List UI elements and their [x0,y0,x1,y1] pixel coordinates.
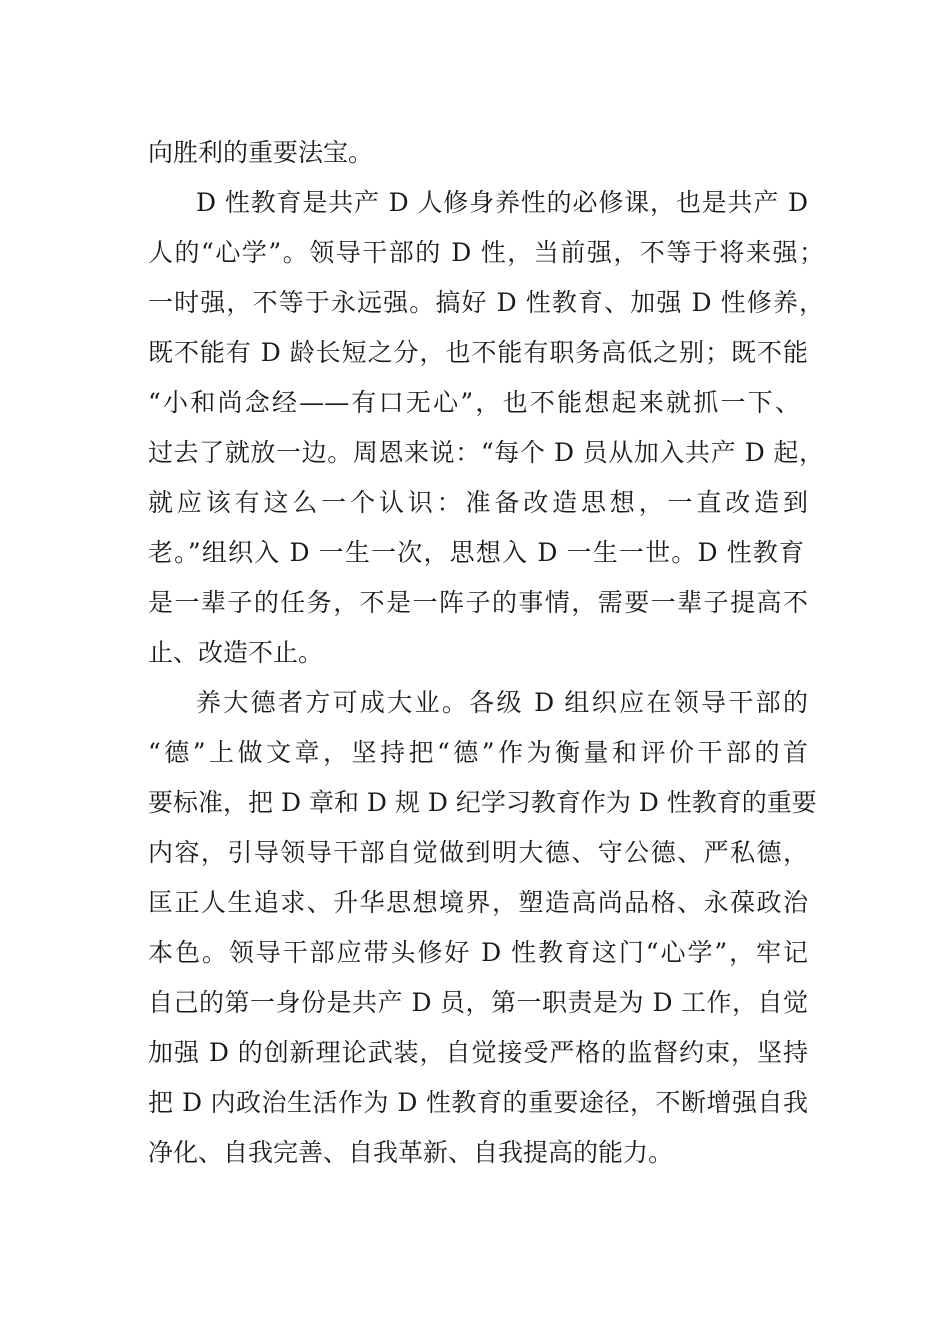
paragraph-first-line: D 性教育是共产 D 人修身养性的必修课，也是共产 D [196,188,808,217]
text-line: “德”上做文章，坚持把“德”作为衡量和评价干部的首 [148,738,808,767]
text-line: 要标准，把 D 章和 D 规 D 纪学习教育作为 D 性教育的重要 [148,788,817,817]
text-line: 老。”组织入 D 一生一次，思想入 D 一生一世。D 性教育 [148,538,804,567]
paragraph-last-line: 净化、自我完善、自我革新、自我提高的能力。 [148,1138,674,1167]
text-line: 把 D 内政治生活作为 D 性教育的重要途径，不断增强自我 [148,1088,808,1117]
text-line: 向胜利的重要法宝。 [148,138,374,167]
text-line: 过去了就放一边。周恩来说：“每个 D 员从加入共产 D 起， [148,438,824,467]
text-line: 本色。领导干部应带头修好 D 性教育这门“心学”，牢记 [148,938,808,967]
text-line: 一时强，不等于永远强。搞好 D 性教育、加强 D 性修养， [148,288,824,317]
text-line: 内容，引导领导干部自觉做到明大德、守公德、严私德， [148,838,808,867]
paragraph-first-line: 养大德者方可成大业。各级 D 组织应在领导干部的 [196,688,808,717]
text-line: 人的“心学”。领导干部的 D 性，当前强，不等于将来强； [148,238,824,267]
text-line: 是一辈子的任务，不是一阵子的事情，需要一辈子提高不 [148,588,808,617]
text-line: 自己的第一身份是共产 D 员，第一职责是为 D 工作，自觉 [148,988,808,1017]
text-line: 加强 D 的创新理论武装，自觉接受严格的监督约束，坚持 [148,1038,808,1067]
text-line: “小和尚念经——有口无心”，也不能想起来就抓一下、 [148,388,800,417]
text-line: 就应该有这么一个认识：准备改造思想，一直改造到 [148,488,808,517]
text-line: 既不能有 D 龄长短之分，也不能有职务高低之别；既不能 [148,338,808,367]
text-line: 匡正人生追求、升华思想境界，塑造高尚品格、永葆政治 [148,888,808,917]
paragraph-last-line: 止、改造不止。 [148,638,324,667]
